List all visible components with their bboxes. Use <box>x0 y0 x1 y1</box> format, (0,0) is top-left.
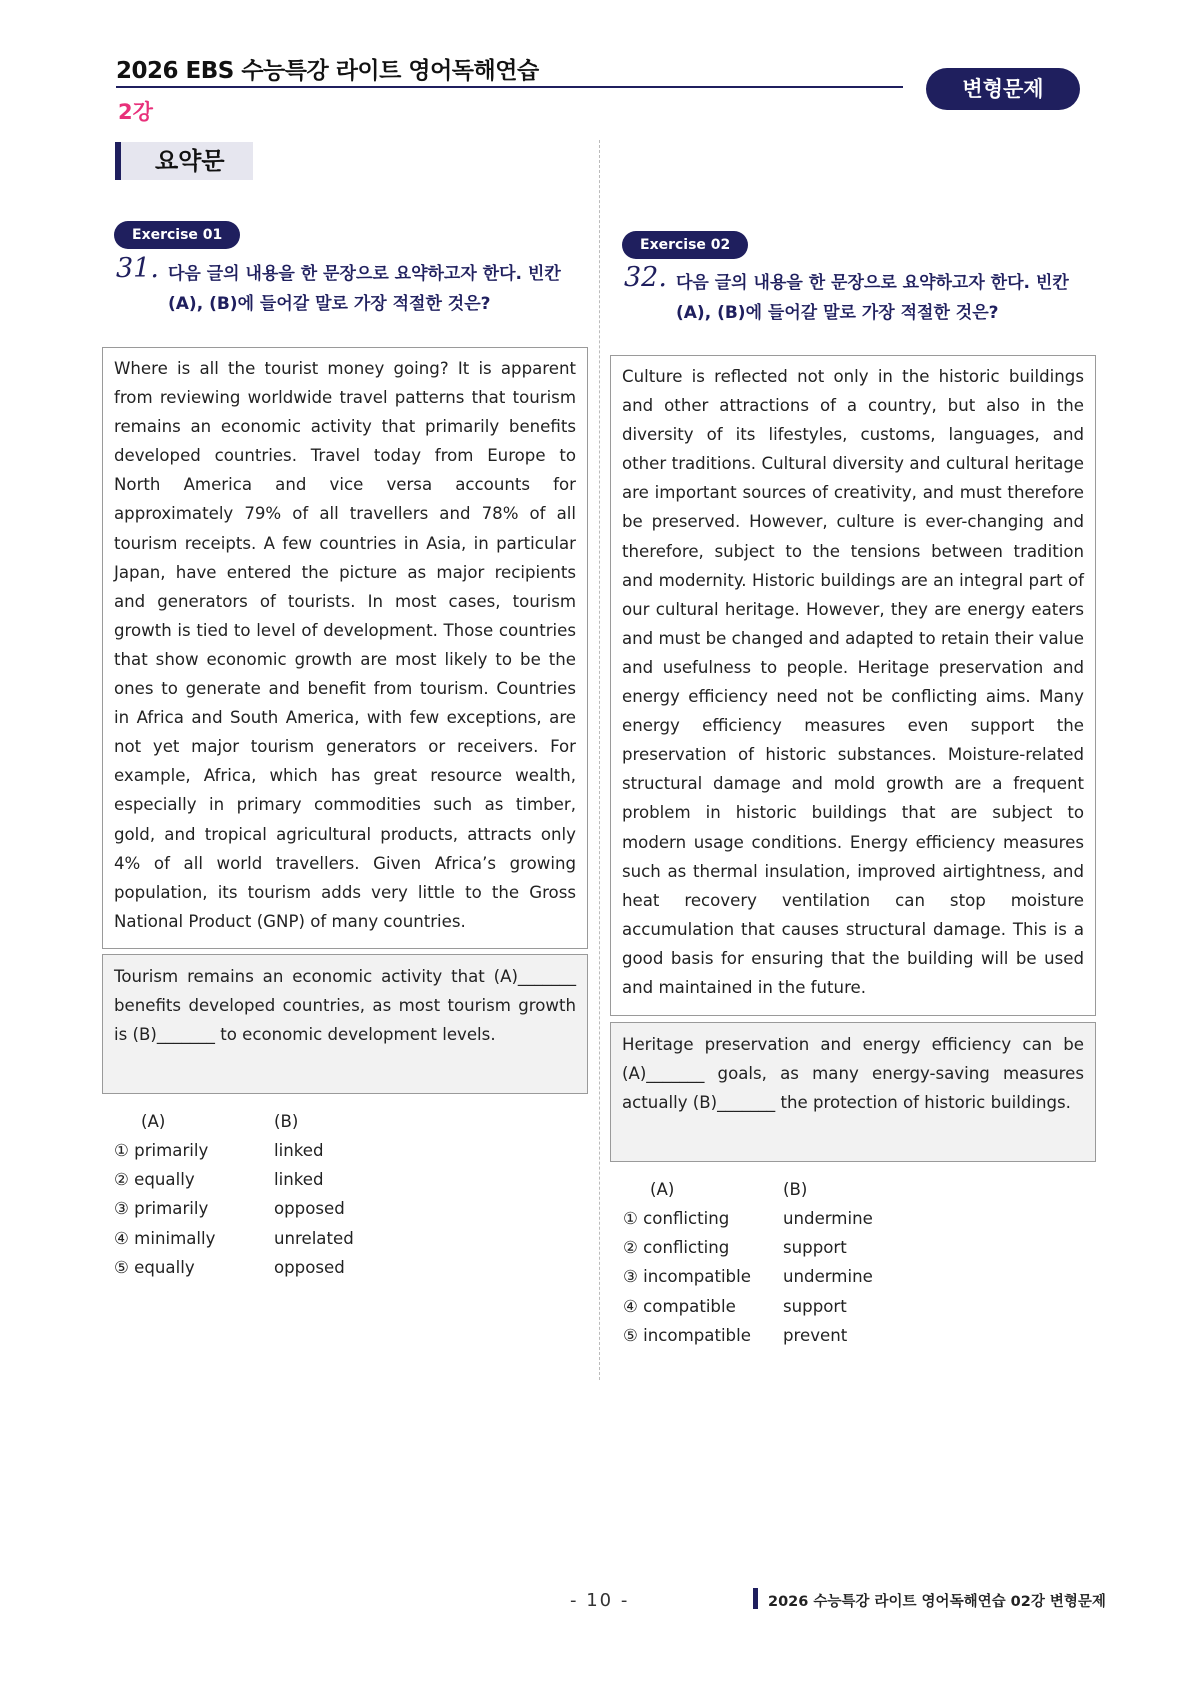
choice-a: primarily <box>134 1141 209 1161</box>
choice-b: unrelated <box>274 1228 354 1248</box>
page-number: - 10 - <box>570 1590 630 1611</box>
reading-passage: Where is all the tourist money going? It is apparent from reviewing worldwide travel patterns that tourism remains an economic activity that primarily benefits developed countries. Travel today from Europe to North America and vice versa accounts for approximately 79% of all travellers and 78% of all tourism receipts. A few countries in Asia, in particular Japan, have entered the picture as major recipients and generators of tourists. In most cases, tourism growth is tied to level of development. Those countries that show economic growth are most likely to be the ones to generate and benefit from tourism. Countries in Africa and South America, with few exceptions, are not yet major tourism generators or receivers. For example, Africa, which has great resource wealth, especially in primary commodities such as timber, gold, and tropical agricultural products, attracts only 4% of all world travellers. Given Africa’s growing population, its tourism adds very little to the Gross National Product (GNP) of many countries. <box>102 347 588 949</box>
footer-text: 2026 수능특강 라이트 영어독해연습 02강 변형문제 <box>768 1594 1106 1610</box>
choice-a: conflicting <box>643 1209 730 1229</box>
choice-header-b: (B) <box>783 1179 808 1199</box>
choice-mark: ③ <box>623 1267 638 1287</box>
choice-header-b: (B) <box>274 1111 299 1131</box>
choice-row[interactable] <box>623 1233 873 1262</box>
choice-a: conflicting <box>643 1238 730 1258</box>
choice-b: undermine <box>783 1209 873 1229</box>
choice-row[interactable] <box>623 1321 873 1350</box>
summary-box: Heritage preservation and energy efficiency can be (A)_______ goals, as many energy-saving measures actually (B)_______ the protection of historic buildings. <box>610 1022 1096 1162</box>
choice-a: compatible <box>643 1296 736 1316</box>
question-prompt <box>624 262 1094 328</box>
question-text-line2: (A), (B)에 들어갈 말로 가장 적절한 것은? <box>676 303 999 323</box>
answer-choices <box>623 1174 873 1350</box>
answer-choices <box>114 1106 354 1282</box>
choice-row[interactable] <box>114 1136 354 1165</box>
choice-mark: ① <box>623 1209 638 1229</box>
question-number: 31. <box>116 253 159 284</box>
choice-header-a: (A) <box>141 1111 166 1131</box>
choice-a: incompatible <box>643 1325 751 1345</box>
choice-row[interactable] <box>623 1292 873 1321</box>
choice-b: support <box>783 1238 847 1258</box>
choice-row[interactable] <box>114 1224 354 1253</box>
choice-a: equally <box>134 1257 195 1277</box>
header-divider <box>116 86 903 88</box>
choice-row[interactable] <box>114 1165 354 1194</box>
choice-mark: ① <box>114 1141 129 1161</box>
choice-a: incompatible <box>643 1267 751 1287</box>
choice-b: linked <box>274 1141 324 1161</box>
variant-badge: 변형문제 <box>926 68 1080 110</box>
choice-b: opposed <box>274 1199 345 1219</box>
choice-header-a: (A) <box>650 1179 675 1199</box>
column-divider <box>599 140 600 1380</box>
choice-mark: ⑤ <box>623 1325 638 1345</box>
lesson-label: 2강 <box>118 100 153 124</box>
choice-b: undermine <box>783 1267 873 1287</box>
choice-mark: ⑤ <box>114 1257 129 1277</box>
choice-a: equally <box>134 1170 195 1190</box>
choice-a: minimally <box>134 1228 216 1248</box>
choice-b: opposed <box>274 1257 345 1277</box>
choice-row[interactable] <box>623 1204 873 1233</box>
footer-accent-bar <box>753 1588 758 1609</box>
choice-row[interactable] <box>623 1262 873 1291</box>
choice-a: primarily <box>134 1199 209 1219</box>
reading-passage: Culture is reflected not only in the historic buildings and other attractions of a country, but also in the diversity of its lifestyles, customs, languages, and other traditions. Cultural diversity and cultural heritage are important sources of creativity, and must therefore be preserved. However, culture is ever-changing and therefore, subject to the tensions between tradition and modernity. Historic buildings are an integral part of our cultural heritage. However, they are energy eaters and must be changed and adapted to retain their value and usefulness to people. Heritage preservation and energy efficiency need not be conflicting aims. Many energy efficiency measures even support the preservation of historic substances. Moisture-related structural damage and mold growth are a frequent problem in historic buildings that are subject to modern usage conditions. Energy efficiency measures such as thermal insulation, improved airtightness, and heat recovery ventilation can stop moisture accumulation that causes structural damage. This is a good basis for ensuring that the building will be used and maintained in the future. <box>610 355 1096 1016</box>
question-prompt <box>116 253 586 319</box>
choice-row[interactable] <box>114 1194 354 1223</box>
choice-row[interactable] <box>114 1253 354 1282</box>
question-number: 32. <box>624 262 667 293</box>
question-text-line2: (A), (B)에 들어갈 말로 가장 적절한 것은? <box>168 294 491 314</box>
exercise-label: Exercise 01 <box>114 221 240 249</box>
summary-box: Tourism remains an economic activity that (A)_______ benefits developed countries, as most tourism growth is (B)_______ to economic development levels. <box>102 954 588 1094</box>
question-text-line1: 다음 글의 내용을 한 문장으로 요약하고자 한다. 빈칸 <box>168 264 561 284</box>
choice-b: support <box>783 1296 847 1316</box>
choice-b: prevent <box>783 1325 848 1345</box>
choice-mark: ③ <box>114 1199 129 1219</box>
exercise-label: Exercise 02 <box>622 231 748 259</box>
document-title: 2026 EBS 수능특강 라이트 영어독해연습 <box>116 58 539 84</box>
section-heading: 요약문 <box>115 142 253 180</box>
choice-mark: ④ <box>114 1228 129 1248</box>
choice-mark: ② <box>623 1238 638 1258</box>
question-text-line1: 다음 글의 내용을 한 문장으로 요약하고자 한다. 빈칸 <box>676 273 1069 293</box>
choice-mark: ② <box>114 1170 129 1190</box>
choice-b: linked <box>274 1170 324 1190</box>
choice-mark: ④ <box>623 1296 638 1316</box>
